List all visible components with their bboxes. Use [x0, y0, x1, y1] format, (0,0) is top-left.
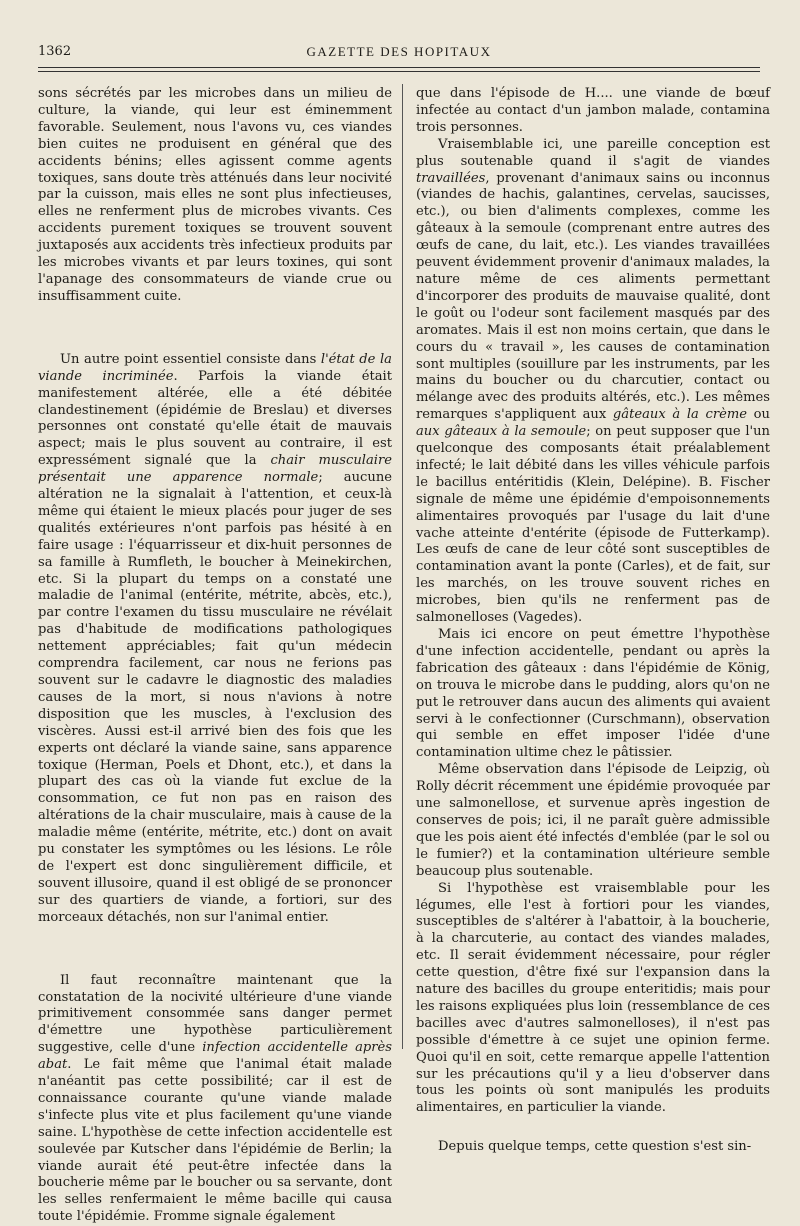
- paragraph: Même observation dans l'épisode de Leipzig, où Rolly décrit récemment une épidémie provoquée par une salmonellose, et survenue après ingestion de conserves de pois; ici, il ne paraît guère admissible que les pois aient été infectés d'emblée (par le sol ou le fumier?) et la contamination ultérieure semble beaucoup plus soutenable.: [416, 762, 770, 879]
- right-column: [416, 86, 770, 1156]
- paragraph: Il faut reconnaître maintenant que la constatation de la nocivité ultérieure d'une viande primitivement consommée sans danger permet d'émettre une hypothèse particulièrement suggestive, celle d'une infection accidentelle après abat. Le fait même que l'animal était malade n'anéantit pas cette possibilité; car il est de connaissance courante qu'une viande malade s'infecte plus vite et plus facilement qu'une viande saine. L'hypothèse de cette infection accidentelle est soulevée par Kutscher dans l'épidémie de Berlin; la viande aurait été peut-être infectée dans la boucherie même par le boucher ou sa servante, dont les selles renfermaient le même bacille qui causa toute l'épidémie. Fromme signale également: [38, 972, 392, 1225]
- running-title: GAZETTE DES HOPITAUX: [306, 44, 492, 59]
- paragraph: Un autre point essentiel consiste dans l'état de la viande incriminée. Parfois la viande était manifestement altérée, elle a été débitée clandestinement (épidémie de Breslau) et diverses personnes ont constaté qu'elle était de mauvais aspect; mais le plus souvent au contraire, il est expressément signalé que la chair musculaire présentait une apparence normale; aucune altération ne la signalait à l'attention, et ceux-là même qui étaient le mieux placés pour juger de ses qualités extérieures n'ont parfois pas hésité à en faire usage : l'équarrisseur et dix-huit personnes de sa famille à Rumfleth, le boucher à Meinekirchen, etc. Si la plupart du temps on a constaté une maladie de l'animal (entérite, métrite, abcès, etc.), par contre l'examen du tissu musculaire ne révélait pas d'habitude de modifications pathologiques nettement appréciables; fait qu'un médecin comprendra facilement, car nous ne ferions pas souvent sur le cadavre le diagnostic des maladies causes de la mort, si nous n'avions à notre disposition que les muscles, à l'exclusion des viscères. Aussi est-il arrivé bien des fois que les experts ont déclaré la viande saine, sans apparence toxique (Herman, Poels et Dhont, etc.), et dans la plupart des cas où la viande fut exclue de la consommation, ce fut non pas en raison des altérations de la chair musculaire, mais à cause de la maladie même (entérite, métrite, etc.) dont on avait pu constater les symptômes ou les lésions. Le rôle de l'expert est donc singulièrement difficile, et souvent illusoire, quand il est obligé de se prononcer sur des quartiers de viande, a fortiori, sur des morceaux détachés, non sur l'animal entier.: [38, 351, 392, 925]
- page-number: 1362: [38, 44, 72, 59]
- paragraph: que dans l'épisode de H.... une viande de bœuf infectée au contact d'un jambon malade, contamina trois personnes.: [416, 86, 770, 135]
- column-divider: [402, 84, 403, 1049]
- paragraph: Si l'hypothèse est vraisemblable pour les légumes, elle l'est à fortiori pour les viandes, susceptibles de s'altérer à l'abattoir, à la boucherie, à la charcuterie, au contact des viandes malades, etc. Il serait évidemment nécessaire, pour régler cette question, d'être fixé sur l'expansion dans la nature des bacilles du groupe enteritidis; mais pour les raisons expliquées plus loin (ressemblance de ces bacilles avec d'autres salmonelloses), il n'est pas possible d'émettre à ce sujet une opinion ferme. Quoi qu'il en soit, cette remarque appelle l'attention sur les précautions qu'il y a lieu d'observer dans tous les points où sont manipulés les produits alimentaires, en particulier la viande.: [416, 880, 770, 1116]
- page-header: [38, 44, 760, 62]
- paragraph: Mais ici encore on peut émettre l'hypothèse d'une infection accidentelle, pendant ou après la fabrication des gâteaux : dans l'épidémie de König, on trouva le microbe dans le pudding, alors qu'on ne put le retrouver dans aucun des aliments qui avaient servi à le confectionner (Curschmann), observation qui semble en effet imposer l'idée d'une contamination ultime chez le pâtissier.: [416, 627, 770, 761]
- header-rule-top: [38, 67, 760, 68]
- paragraph: Depuis quelque temps, cette question s'est sin-: [438, 1139, 752, 1155]
- paragraph: sons sécrétés par les microbes dans un milieu de culture, la viande, qui leur est éminemment favorable. Seulement, nous l'avons vu, ces viandes bien cuites ne produisent en général que des accidents bénins; elles agissent comme agents toxiques, sans doute très atténués dans leur nocivité par la cuisson, mais elles ne sont plus infectieuses, elles ne renferment plus de microbes vivants. Ces accidents purement toxiques se trouvent souvent juxtaposés aux accidents très infectieux produits par les microbes vivants et par leurs toxines, qui sont l'apanage des consommateurs de viande crue ou insuffisamment cuite.: [38, 86, 392, 304]
- header-rule-bottom: [38, 71, 760, 72]
- left-column: [38, 86, 392, 1226]
- paragraph: Vraisemblable ici, une pareille conception est plus soutenable quand il s'agit de viandes travaillées, provenant d'animaux sains ou inconnus (viandes de hachis, galantines, cervelas, saucisses, etc.), ou bien d'aliments complexes, comme les gâteaux à la semoule (comprenant entre autres des œufs de cane, du lait, etc.). Les viandes travaillées peuvent évidemment provenir d'animaux malades, la nature même de ces aliments permettant d'incorporer des produits de mauvaise qualité, dont le goût ou l'odeur sont facilement masqués par des aromates. Mais il est non moins certain, que dans le cours du « travail », les causes de contamination sont multiples (souillure par les instruments, par les mains du boucher ou du charcutier, contact ou mélange avec des produits altérés, etc.). Les mêmes remarques s'appliquent aux gâteaux à la crème ou aux gâteaux à la semoule; on peut supposer que l'un quelconque des composants était préalablement infecté; le lait débité dans les villes véhicule parfois le bacillus entéritidis (Klein, Delépine). B. Fischer signale de même une épidémie d'empoisonnements alimentaires provoqués par l'usage du lait d'une vache atteinte d'entérite (épisode de Futterkamp). Les œufs de cane de leur côté sont susceptibles de contamination avant la ponte (Carles), et de fait, sur les marchés, on les trouve souvent riches en microbes, bien qu'ils ne renferment pas de salmonelloses (Vagedes).: [416, 136, 770, 626]
